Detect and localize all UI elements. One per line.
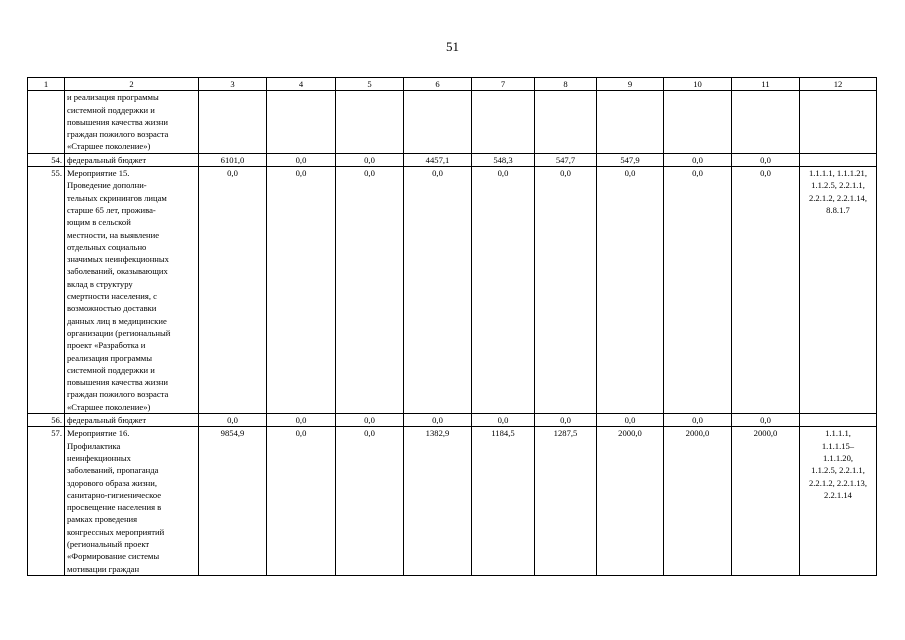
value-cell: 0,0 (267, 153, 336, 166)
table-row (28, 153, 877, 166)
value-cell: 0,0 (732, 414, 800, 427)
value-cell: 9854,9 (199, 427, 267, 576)
row-number-cell: 54. (28, 153, 65, 166)
header-cell: 2 (65, 78, 199, 91)
description-cell (65, 414, 199, 427)
description-line: заболеваний, пропаганда (67, 465, 159, 476)
value-cell: 0,0 (472, 414, 535, 427)
value-cell: 0,0 (732, 153, 800, 166)
value-cell: 0,0 (267, 167, 336, 414)
description-line: просвещение населения в (67, 502, 162, 513)
header-cell: 10 (664, 78, 732, 91)
description-cell (65, 167, 199, 414)
reference-line: 1.1.1.20, (822, 452, 854, 463)
value-cell: 6101,0 (199, 153, 267, 166)
description-line: ющим в сельской (67, 217, 131, 228)
description-line: организации (региональный (67, 327, 171, 338)
reference-line: 8.8.1.7 (826, 204, 850, 215)
value-cell: 0,0 (336, 414, 404, 427)
value-cell: 0,0 (199, 167, 267, 414)
row-number-cell: 55. (28, 167, 65, 414)
header-cell: 9 (597, 78, 664, 91)
value-cell: 0,0 (404, 167, 472, 414)
reference-cell (800, 153, 877, 166)
header-cell: 3 (199, 78, 267, 91)
description-line: и реализация программы (67, 92, 159, 103)
reference-cell (800, 167, 877, 414)
description-line: отдельных социально (67, 241, 147, 252)
description-line: старше 65 лет, прожива- (67, 204, 156, 215)
description-line: санитарно-гигиеническое (67, 489, 162, 500)
value-cell: 0,0 (664, 153, 732, 166)
description-line: Мероприятие 16. (67, 428, 130, 439)
value-cell (199, 91, 267, 153)
value-cell: 1382,9 (404, 427, 472, 576)
description-line: граждан пожилого возраста (67, 129, 169, 140)
value-cell: 0,0 (267, 427, 336, 576)
description-line: рамках проведения (67, 514, 138, 525)
description-line: «Старшее поколение») (67, 141, 151, 152)
description-line: повышения качества жизни (67, 116, 168, 127)
value-cell: 547,9 (597, 153, 664, 166)
header-cell: 4 (267, 78, 336, 91)
value-cell: 548,3 (472, 153, 535, 166)
value-cell: 0,0 (732, 167, 800, 414)
value-cell (664, 91, 732, 153)
description-line: граждан пожилого возраста (67, 389, 169, 400)
table-row (28, 91, 877, 153)
description-line: (региональный проект (67, 538, 150, 549)
value-cell: 0,0 (336, 427, 404, 576)
value-cell: 2000,0 (732, 427, 800, 576)
header-cell: 12 (800, 78, 877, 91)
value-cell: 1287,5 (535, 427, 597, 576)
value-cell (732, 91, 800, 153)
description-line: конгрессных мероприятий (67, 526, 165, 537)
value-cell: 2000,0 (597, 427, 664, 576)
description-line: неинфекционных (67, 452, 131, 463)
header-cell: 1 (28, 78, 65, 91)
description-line: возможностью доставки (67, 303, 157, 314)
header-cell: 6 (404, 78, 472, 91)
reference-cell (800, 91, 877, 153)
row-number-cell (28, 91, 65, 153)
value-cell: 0,0 (535, 167, 597, 414)
value-cell: 547,7 (535, 153, 597, 166)
value-cell: 0,0 (664, 167, 732, 414)
budget-table (27, 77, 877, 576)
table-row (28, 427, 877, 576)
description-line: вклад в структуру (67, 278, 133, 289)
description-cell (65, 427, 199, 576)
description-line: Профилактика (67, 440, 121, 451)
description-line: реализация программы (67, 352, 152, 363)
value-cell (267, 91, 336, 153)
description-line: федеральный бюджет (67, 415, 147, 426)
row-number-cell: 56. (28, 414, 65, 427)
description-line: «Формирование системы (67, 551, 160, 562)
value-cell: 0,0 (597, 414, 664, 427)
reference-line: 1.1.1.1, (825, 428, 851, 439)
value-cell: 0,0 (267, 414, 336, 427)
header-cell: 8 (535, 78, 597, 91)
header-cell: 7 (472, 78, 535, 91)
value-cell: 1184,5 (472, 427, 535, 576)
description-line: федеральный бюджет (67, 154, 147, 165)
table-row (28, 414, 877, 427)
value-cell: 0,0 (336, 167, 404, 414)
value-cell: 0,0 (336, 153, 404, 166)
value-cell: 0,0 (597, 167, 664, 414)
value-cell: 0,0 (535, 414, 597, 427)
description-cell (65, 153, 199, 166)
description-line: системной поддержки и (67, 364, 155, 375)
value-cell (472, 91, 535, 153)
value-cell: 0,0 (404, 414, 472, 427)
description-line: здорового образа жизни, (67, 477, 157, 488)
value-cell (535, 91, 597, 153)
reference-line: 1.1.1.15– (821, 440, 855, 451)
description-line: «Старшее поколение») (67, 401, 151, 412)
value-cell (336, 91, 404, 153)
description-cell (65, 91, 199, 153)
table-header-row (28, 78, 877, 91)
reference-cell (800, 427, 877, 576)
reference-line: 1.1.1.1, 1.1.1.21, (808, 168, 867, 179)
reference-line: 1.1.2.5, 2.2.1.1, (811, 465, 865, 476)
value-cell (404, 91, 472, 153)
page-number: 51 (446, 39, 459, 54)
reference-line: 1.1.2.5, 2.2.1.1, (811, 180, 865, 191)
header-cell: 5 (336, 78, 404, 91)
description-line: мотивации граждан (67, 563, 140, 574)
value-cell: 4457,1 (404, 153, 472, 166)
value-cell: 0,0 (472, 167, 535, 414)
description-line: заболеваний, оказывающих (67, 266, 168, 277)
description-line: данных лиц в медицинские (67, 315, 167, 326)
table-body (28, 78, 877, 576)
description-line: проект «Разработка и (67, 340, 146, 351)
reference-line: 2.2.1.14 (824, 489, 852, 500)
header-cell: 11 (732, 78, 800, 91)
description-line: Мероприятие 15. (67, 168, 130, 179)
value-cell (597, 91, 664, 153)
value-cell: 0,0 (664, 414, 732, 427)
table-row (28, 167, 877, 414)
description-line: Проведение дополни- (67, 180, 147, 191)
reference-line: 2.2.1.2, 2.2.1.13, (808, 477, 867, 488)
description-line: системной поддержки и (67, 104, 155, 115)
value-cell: 0,0 (199, 414, 267, 427)
description-line: тельных скринингов лицам (67, 192, 167, 203)
description-line: значимых неинфекционных (67, 254, 169, 265)
description-line: местности, на выявление (67, 229, 160, 240)
value-cell: 2000,0 (664, 427, 732, 576)
reference-cell (800, 414, 877, 427)
description-line: смертности населения, с (67, 291, 157, 302)
row-number-cell: 57. (28, 427, 65, 576)
reference-line: 2.2.1.2, 2.2.1.14, (808, 192, 867, 203)
description-line: повышения качества жизни (67, 377, 168, 388)
